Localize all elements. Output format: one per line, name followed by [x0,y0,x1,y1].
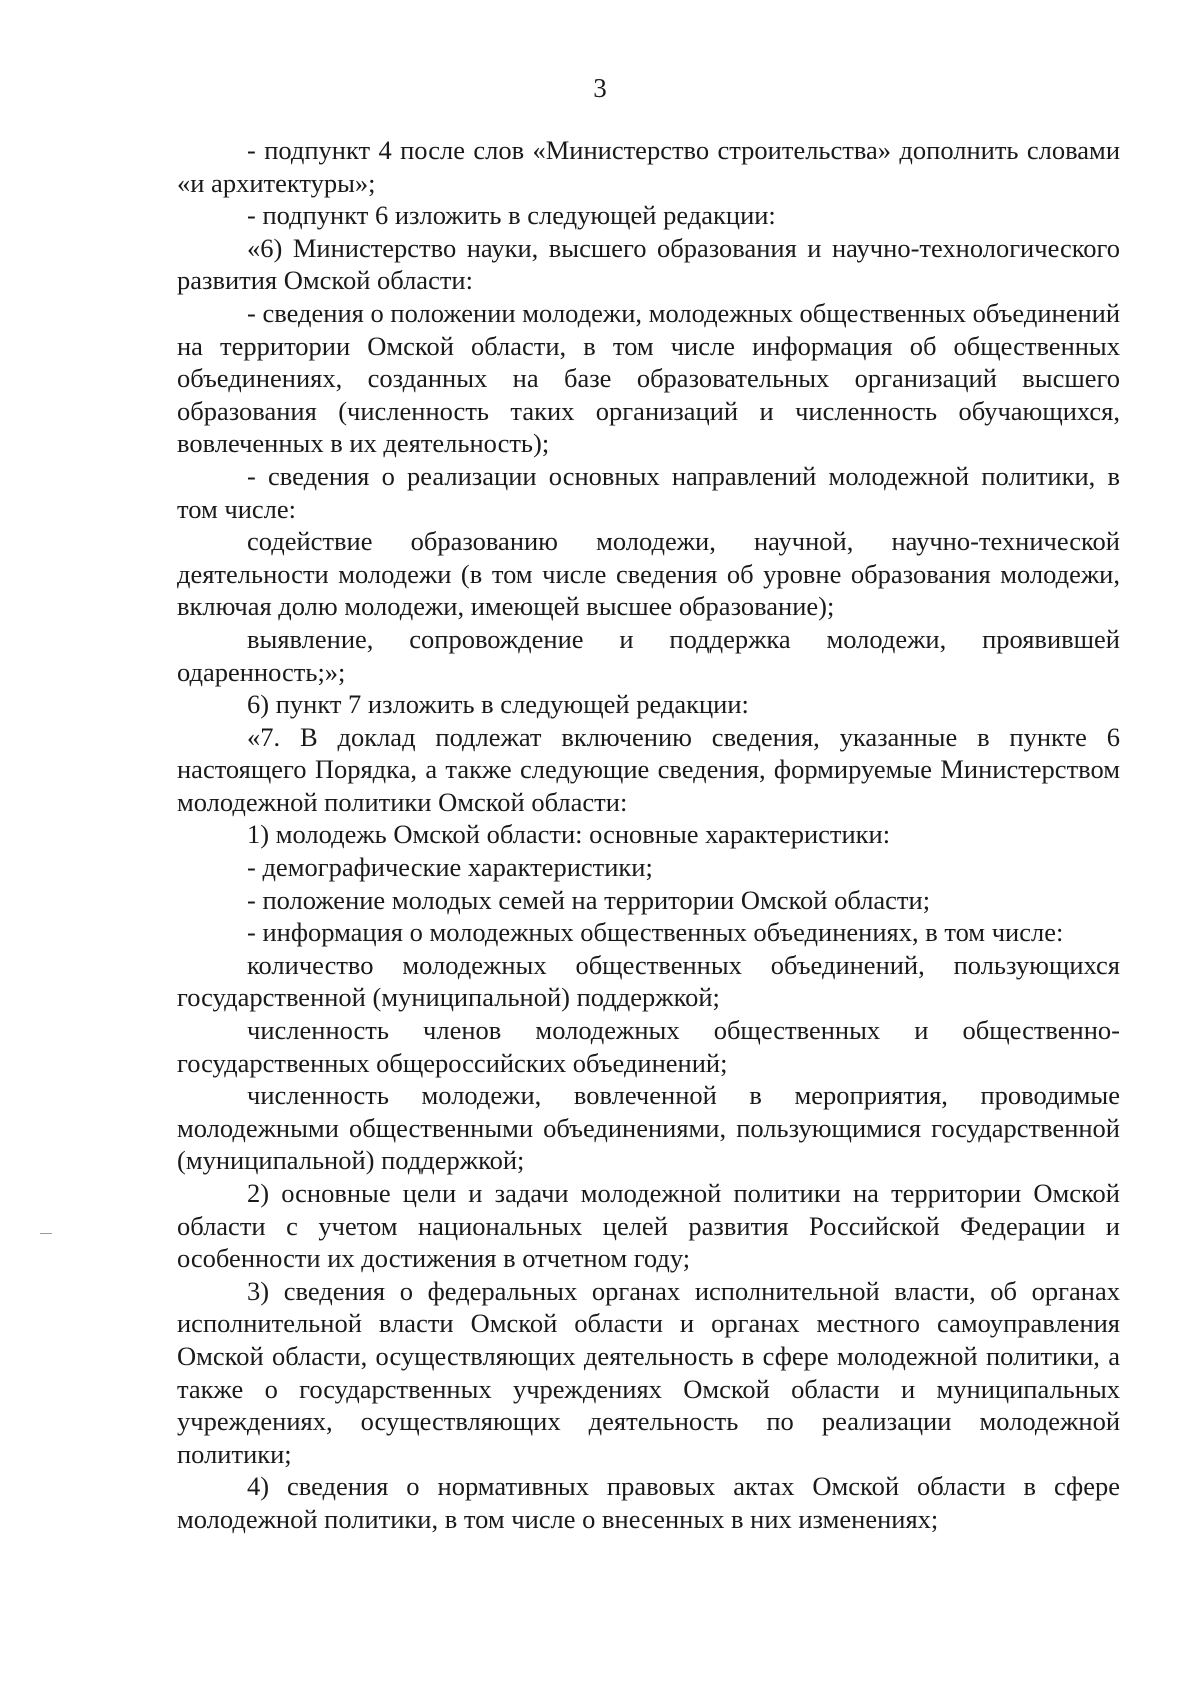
paragraph: содействие образованию молодежи, научной, научно-технической деятельности молодежи (в том числе сведения об уровне образования молодежи, включая долю молодежи, имеющей высшее образование); [177,526,1120,622]
paragraph: «6) Министерство науки, высшего образования и научно-технологического развития Омской области: [177,232,1120,296]
scan-margin-mark [40,1233,52,1234]
paragraph: «7. В доклад подлежат включению сведения, указанные в пункте 6 настоящего Порядка, а также следующие сведения, формируемые Министерством молодежной политики Омской области: [177,721,1120,817]
paragraph: 1) молодежь Омской области: основные характеристики: [247,819,891,850]
paragraph: 2) основные цели и задачи молодежной политики на территории Омской области с учетом национальных целей развития Российской Федерации и особенности их достижения в отчетном году; [177,1178,1120,1274]
paragraph: - подпункт 6 изложить в следующей редакции: [247,200,776,231]
paragraph: выявление, сопровождение и поддержка молодежи, проявившей одаренность;»; [177,623,1120,687]
paragraph: 4) сведения о нормативных правовых актах Омской области в сфере молодежной политики, в том числе о внесенных в них изменениях; [177,1471,1120,1534]
paragraph: - информация о молодежных общественных объединениях, в том числе: [247,917,1064,948]
paragraph: численность молодежи, вовлеченной в мероприятия, проводимые молодежными общественными объединениями, пользующимися государственной (муниципальной) поддержкой; [177,1080,1120,1176]
paragraph: - подпункт 4 после слов «Министерство строительства» дополнить словами «и архитектуры»; [177,135,1120,198]
page-number: 3 [593,73,607,103]
paragraph: численность членов молодежных общественных и общественно-государственных общероссийских объединений; [177,1015,1120,1078]
paragraph: 3) сведения о федеральных органах исполнительной власти, об органах исполнительной власти Омской области и органах местного самоуправления Омской области, осуществляющих деятельность в сфере молодежной политики, а также о государственных учреждениях Омской области и муниципальных учреждениях, осуществляющих деятельность по реализации молодежной политики; [177,1275,1120,1469]
paragraph: 6) пункт 7 изложить в следующей редакции: [247,689,749,720]
paragraph: количество молодежных общественных объединений, пользующихся государственной (муниципальной) поддержкой; [177,949,1120,1013]
paragraph: - положение молодых семей на территории Омской области; [247,884,931,915]
paragraph: - сведения о положении молодежи, молодежных общественных объединений на территории Омской области, в том числе информация об общественных объединениях, созданных на базе образовательных организаций высшего образования (численность таких организаций и численность обучающихся, вовлеченных в их деятельность); [177,297,1120,459]
paragraph: - демографические характеристики; [247,852,653,883]
document-body [177,134,1120,1536]
paragraph: - сведения о реализации основных направлений молодежной политики, в том числе: [177,460,1120,524]
